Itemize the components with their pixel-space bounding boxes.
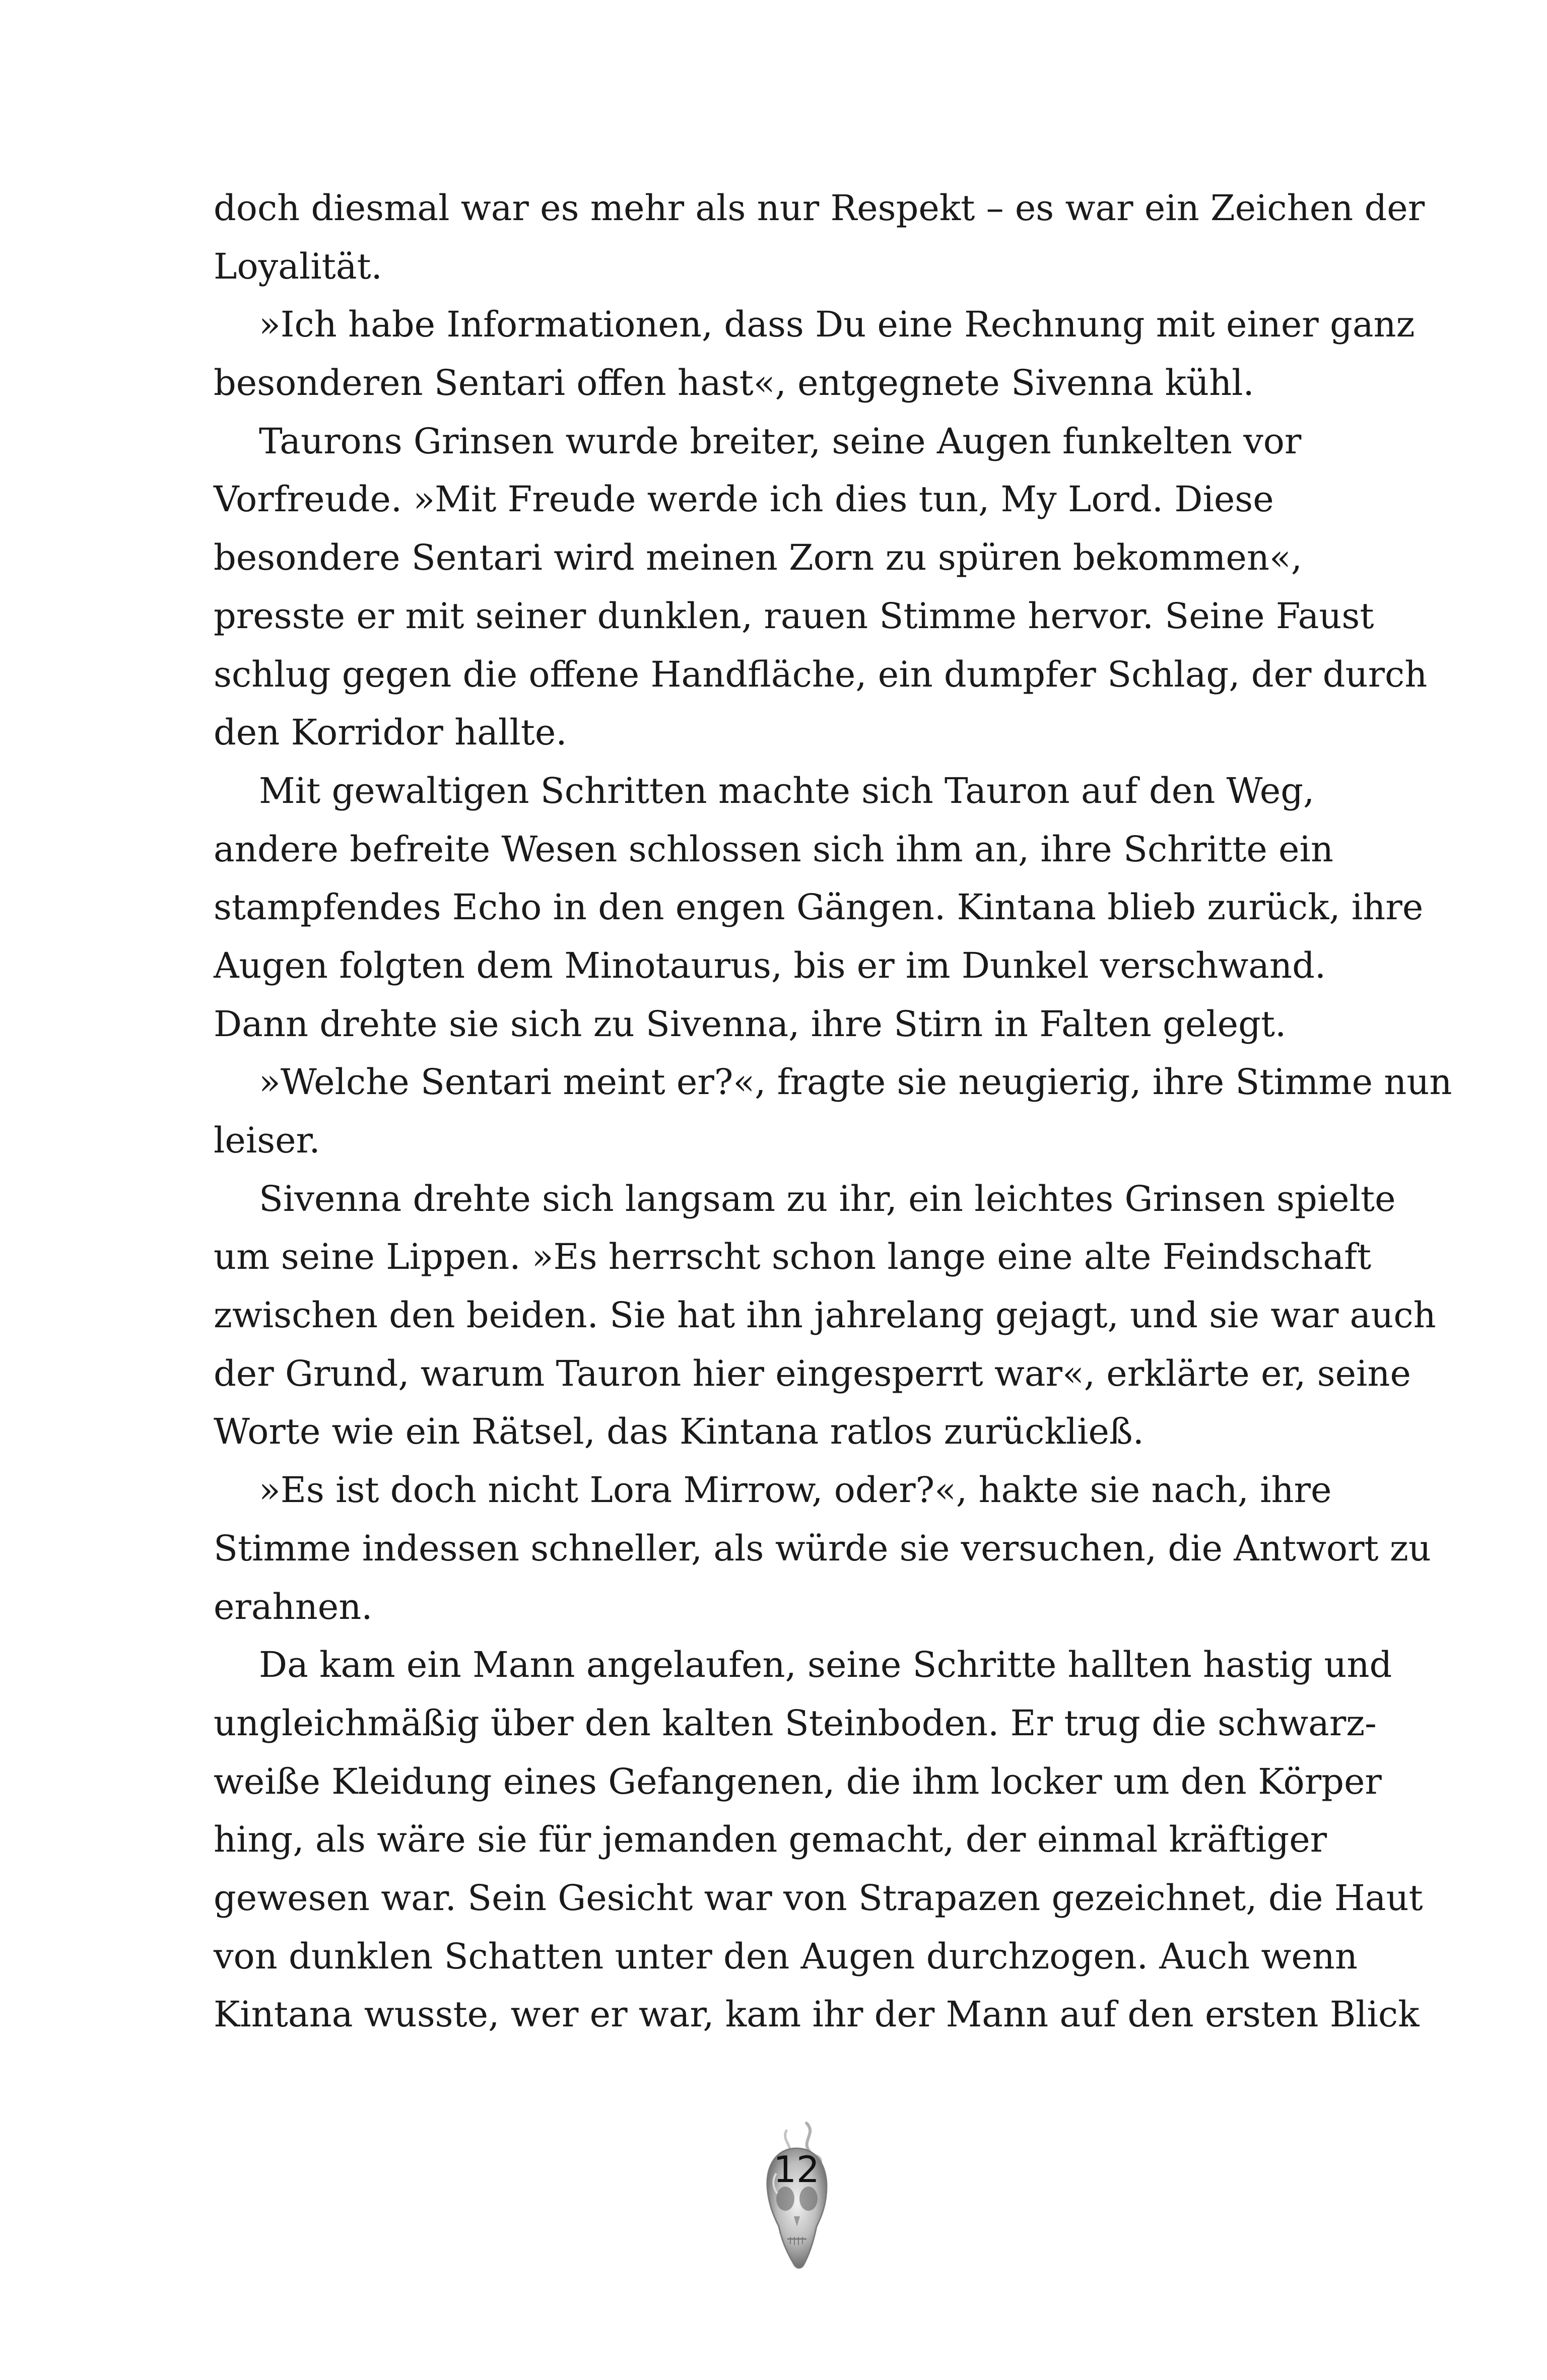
text-line: Stimme indessen schneller, als würde sie versuchen, die Antwort zu [214, 1527, 1431, 1569]
skull-ornament-icon [746, 2118, 847, 2284]
text-line: den Korridor hallte. [214, 712, 567, 754]
body-text [214, 179, 1452, 2044]
text-line: der Grund, warum Tauron hier eingesperrt war«, erklärte er, seine [214, 1352, 1411, 1394]
text-line: doch diesmal war es mehr als nur Respekt – es war ein Zeichen der [214, 187, 1425, 229]
text-line: um seine Lippen. »Es herrscht schon lange eine alte Feindschaft [214, 1236, 1372, 1278]
text-line: Da kam ein Mann angelaufen, seine Schritte hallten hastig und [259, 1644, 1392, 1686]
text-line: gewesen war. Sein Gesicht war von Strapazen gezeichnet, die Haut [214, 1877, 1423, 1919]
text-line: zwischen den beiden. Sie hat ihn jahrelang gejagt, und sie war auch [214, 1295, 1436, 1336]
text-line: »Es ist doch nicht Lora Mirrow, oder?«, hakte sie nach, ihre [259, 1469, 1332, 1511]
text-line: Worte wie ein Rätsel, das Kintana ratlos zurückließ. [214, 1411, 1144, 1453]
text-line: Dann drehte sie sich zu Sivenna, ihre Stirn in Falten gelegt. [214, 1003, 1287, 1045]
text-line: stampfendes Echo in den engen Gängen. Kintana blieb zurück, ihre [214, 887, 1424, 928]
text-line: hing, als wäre sie für jemanden gemacht, der einmal kräftiger [214, 1819, 1327, 1861]
text-line: weiße Kleidung eines Gefangenen, die ihm locker um den Körper [214, 1760, 1382, 1802]
text-line: erahnen. [214, 1586, 373, 1627]
text-line: besondere Sentari wird meinen Zorn zu spüren bekommen«, [214, 537, 1303, 579]
text-line: »Ich habe Informationen, dass Du eine Rechnung mit einer ganz [259, 304, 1415, 346]
text-line: leiser. [214, 1120, 320, 1161]
page-number: 12 [773, 2148, 820, 2191]
text-line: Kintana wusste, wer er war, kam ihr der Mann auf den ersten Blick [214, 1994, 1420, 2035]
text-line: Augen folgten dem Minotaurus, bis er im Dunkel verschwand. [214, 944, 1326, 986]
text-line: von dunklen Schatten unter den Augen durchzogen. Auch wenn [214, 1935, 1358, 1977]
text-line: besonderen Sentari offen hast«, entgegnete Sivenna kühl. [214, 362, 1254, 404]
text-line: ungleichmäßig über den kalten Steinboden. Er trug die schwarz- [214, 1702, 1377, 1744]
text-line: presste er mit seiner dunklen, rauen Stimme hervor. Seine Faust [214, 595, 1374, 637]
text-line: Mit gewaltigen Schritten machte sich Tauron auf den Weg, [259, 770, 1315, 811]
text-line: Sivenna drehte sich langsam zu ihr, ein leichtes Grinsen spielte [259, 1178, 1396, 1219]
text-line: Loyalität. [214, 245, 382, 287]
text-line: Vorfreude. »Mit Freude werde ich dies tun, My Lord. Diese [214, 479, 1274, 520]
text-line: schlug gegen die offene Handfläche, ein dumpfer Schlag, der durch [214, 653, 1428, 695]
text-line: Taurons Grinsen wurde breiter, seine Augen funkelten vor [259, 420, 1302, 462]
text-line: andere befreite Wesen schlossen sich ihm an, ihre Schritte ein [214, 828, 1333, 870]
text-line: »Welche Sentari meint er?«, fragte sie neugierig, ihre Stimme nun [259, 1061, 1452, 1103]
